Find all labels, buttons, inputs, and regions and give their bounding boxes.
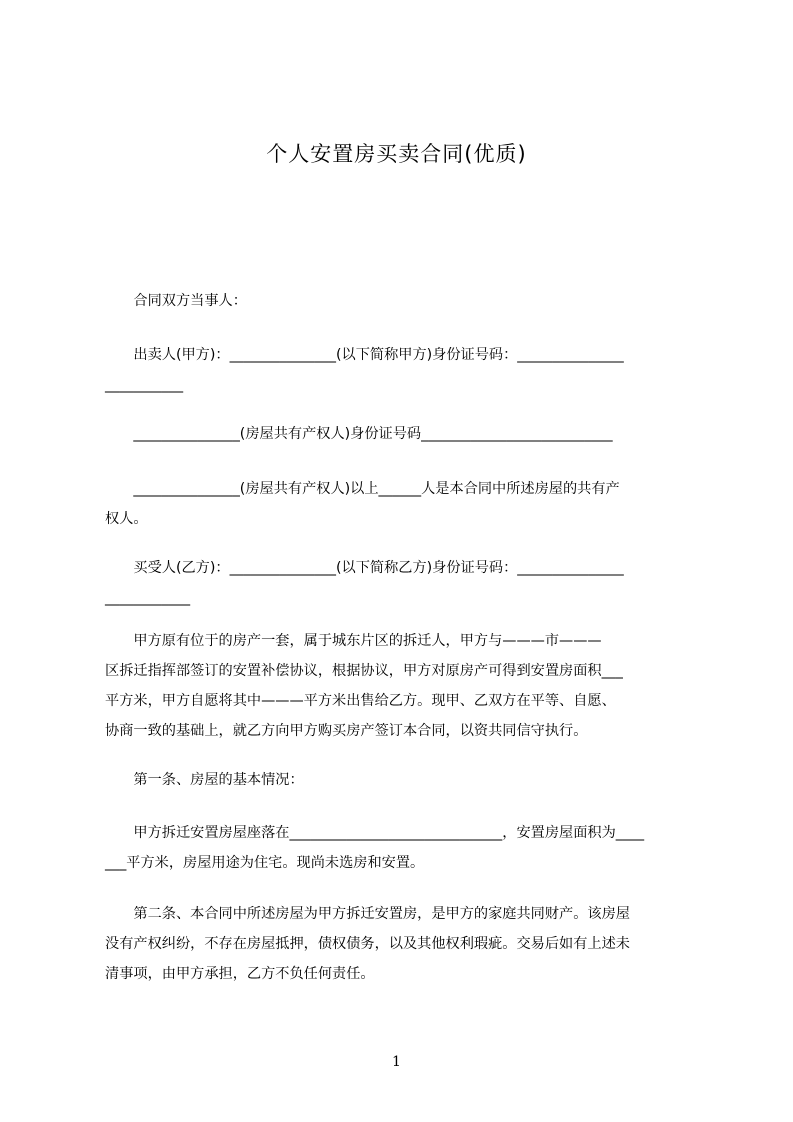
paragraph-article-1-body bbox=[105, 818, 703, 878]
paragraph-line: _______________(房屋共有产权人)身份证号码___________________________ bbox=[105, 426, 613, 442]
paragraph-line: 没有产权纠纷，不存在房屋抵押，债权债务，以及其他权利瑕疵。交易后如有上述未 bbox=[105, 936, 630, 952]
paragraph-line: 出卖人(甲方)：_______________(以下简称甲方)身份证号码：_______________ bbox=[105, 347, 624, 363]
paragraph-line: _______________(房屋共有产权人)以上______人是本合同中所述房屋的共有产 bbox=[105, 481, 620, 497]
paragraph-buyer bbox=[105, 553, 703, 613]
paragraph-line: 第一条、房屋的基本情况： bbox=[105, 772, 304, 788]
paragraph-line: 合同双方当事人： bbox=[105, 293, 247, 309]
paragraph-line: 权人。 bbox=[105, 511, 148, 527]
paragraph-line: 买受人(乙方)：_______________(以下简称乙方)身份证号码：_______________ bbox=[105, 560, 624, 576]
paragraph-line: 甲方原有位于的房产一套，属于城东片区的拆迁人，甲方与———市——— bbox=[105, 633, 602, 649]
paragraph-line: 协商一致的基础上，就乙方向甲方购买房产签订本合同，以资共同信守执行。 bbox=[105, 723, 588, 739]
paragraph-article-2 bbox=[105, 899, 703, 989]
paragraph-co-owner-2 bbox=[105, 474, 703, 534]
paragraph-line: 平方米，甲方自愿将其中———平方米出售给乙方。现甲、乙双方在平等、自愿、 bbox=[105, 693, 616, 709]
paragraph-seller bbox=[105, 340, 703, 400]
paragraph-parties-heading bbox=[105, 286, 703, 316]
paragraph-line: ____________ bbox=[105, 590, 191, 606]
page-number: 1 bbox=[392, 1054, 401, 1070]
paragraph-line: 清事项，由甲方承担，乙方不负任何责任。 bbox=[105, 966, 375, 982]
paragraph-article-1-heading bbox=[105, 765, 703, 795]
paragraph-line: ___________ bbox=[105, 377, 184, 393]
paragraph-co-owner-1 bbox=[105, 419, 703, 449]
paragraph-line: 甲方拆迁安置房屋座落在______________________________，安置房屋面积为____ bbox=[105, 825, 645, 841]
paragraph-line: 第二条、本合同中所述房屋为甲方拆迁安置房，是甲方的家庭共同财产。该房屋 bbox=[105, 906, 630, 922]
paragraph-line: ___平方米，房屋用途为住宅。现尚未选房和安置。 bbox=[105, 855, 425, 871]
document-title: 个人安置房买卖合同(优质) bbox=[266, 142, 527, 166]
paragraph-line: 区拆迁指挥部签订的安置补偿协议，根据协议，甲方对原房产可得到安置房面积___ bbox=[105, 663, 623, 679]
paragraph-background bbox=[105, 626, 703, 746]
